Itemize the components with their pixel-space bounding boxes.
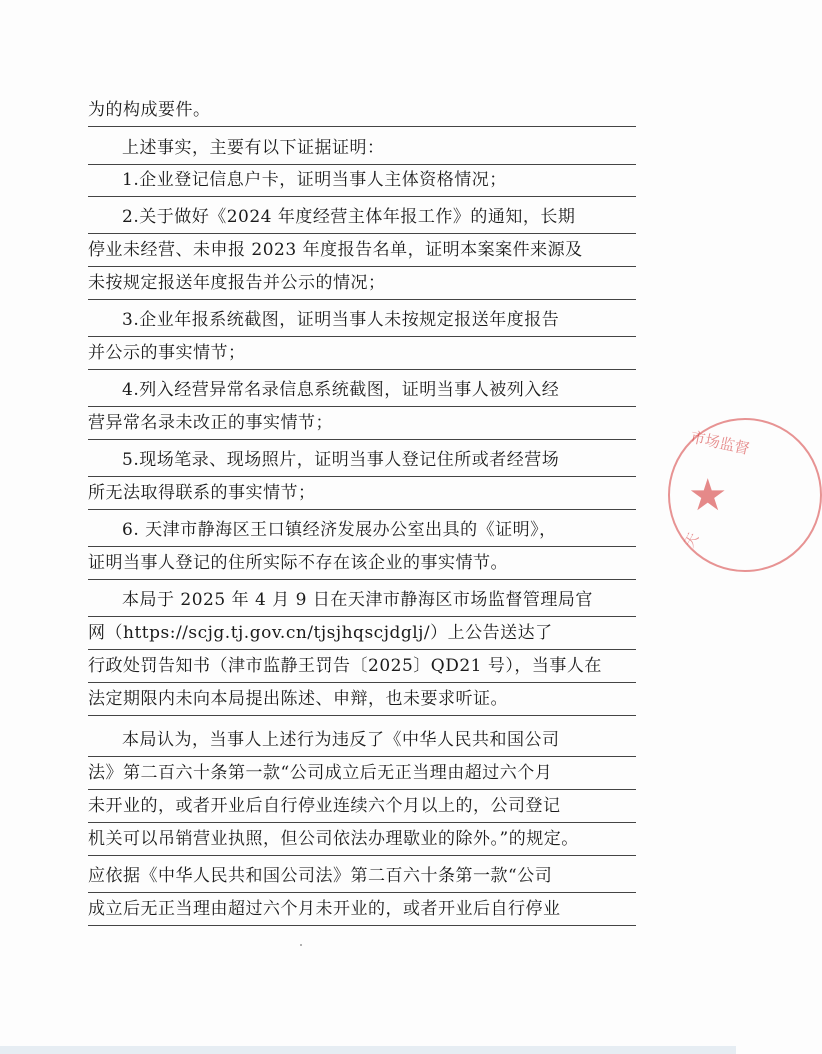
text-line: 本局于 2025 年 4 月 9 日在天津市静海区市场监督管理局官: [88, 586, 636, 617]
text-line: 4.列入经营异常名录信息系统截图，证明当事人被列入经: [88, 376, 636, 407]
scan-edge: [0, 1046, 736, 1054]
text-line: 所无法取得联系的事实情节；: [88, 479, 636, 510]
seal-text: 市场监督: [688, 427, 752, 459]
seal-star-icon: ★: [688, 470, 728, 521]
text-line: 证明当事人登记的住所实际不存在该企业的事实情节。: [88, 549, 636, 580]
scan-speck: [300, 944, 302, 946]
text-line: 未按规定报送年度报告并公示的情况；: [88, 269, 636, 300]
text-line: 停业未经营、未申报 2023 年度报告名单，证明本案案件来源及: [88, 236, 636, 267]
text-line: 应依据《中华人民共和国公司法》第二百六十条第一款“公司: [88, 862, 636, 893]
text-line: 未开业的，或者开业后自行停业连续六个月以上的，公司登记: [88, 792, 636, 823]
seal-side-text: 天: [681, 530, 703, 551]
text-line: 网（https://scjg.tj.gov.cn/tjsjhqscjdglj/）上公告送达了: [88, 619, 636, 650]
text-line: 为的构成要件。: [88, 96, 636, 127]
text-line: 行政处罚告知书（津市监静王罚告〔2025〕QD21 号），当事人在: [88, 652, 636, 683]
text-line: 法定期限内未向本局提出陈述、申辩，也未要求听证。: [88, 685, 636, 716]
text-line: 营异常名录未改正的事实情节；: [88, 409, 636, 440]
text-line: 法》第二百六十条第一款“公司成立后无正当理由超过六个月: [88, 759, 636, 790]
text-line: 成立后无正当理由超过六个月未开业的，或者开业后自行停业: [88, 895, 636, 926]
text-line: 本局认为，当事人上述行为违反了《中华人民共和国公司: [88, 726, 636, 757]
text-line: 2.关于做好《2024 年度经营主体年报工作》的通知，长期: [88, 203, 636, 234]
text-line: 并公示的事实情节；: [88, 339, 636, 370]
text-line: 6. 天津市静海区王口镇经济发展办公室出具的《证明》，: [88, 516, 636, 547]
text-line: 上述事实，主要有以下证据证明：: [88, 134, 636, 165]
text-line: 1.企业登记信息户卡，证明当事人主体资格情况；: [88, 166, 636, 197]
text-line: 3.企业年报系统截图，证明当事人未按规定报送年度报告: [88, 306, 636, 337]
text-line: 5.现场笔录、现场照片，证明当事人登记住所或者经营场: [88, 446, 636, 477]
text-line: 机关可以吊销营业执照，但公司依法办理歇业的除外。”的规定。: [88, 825, 636, 856]
